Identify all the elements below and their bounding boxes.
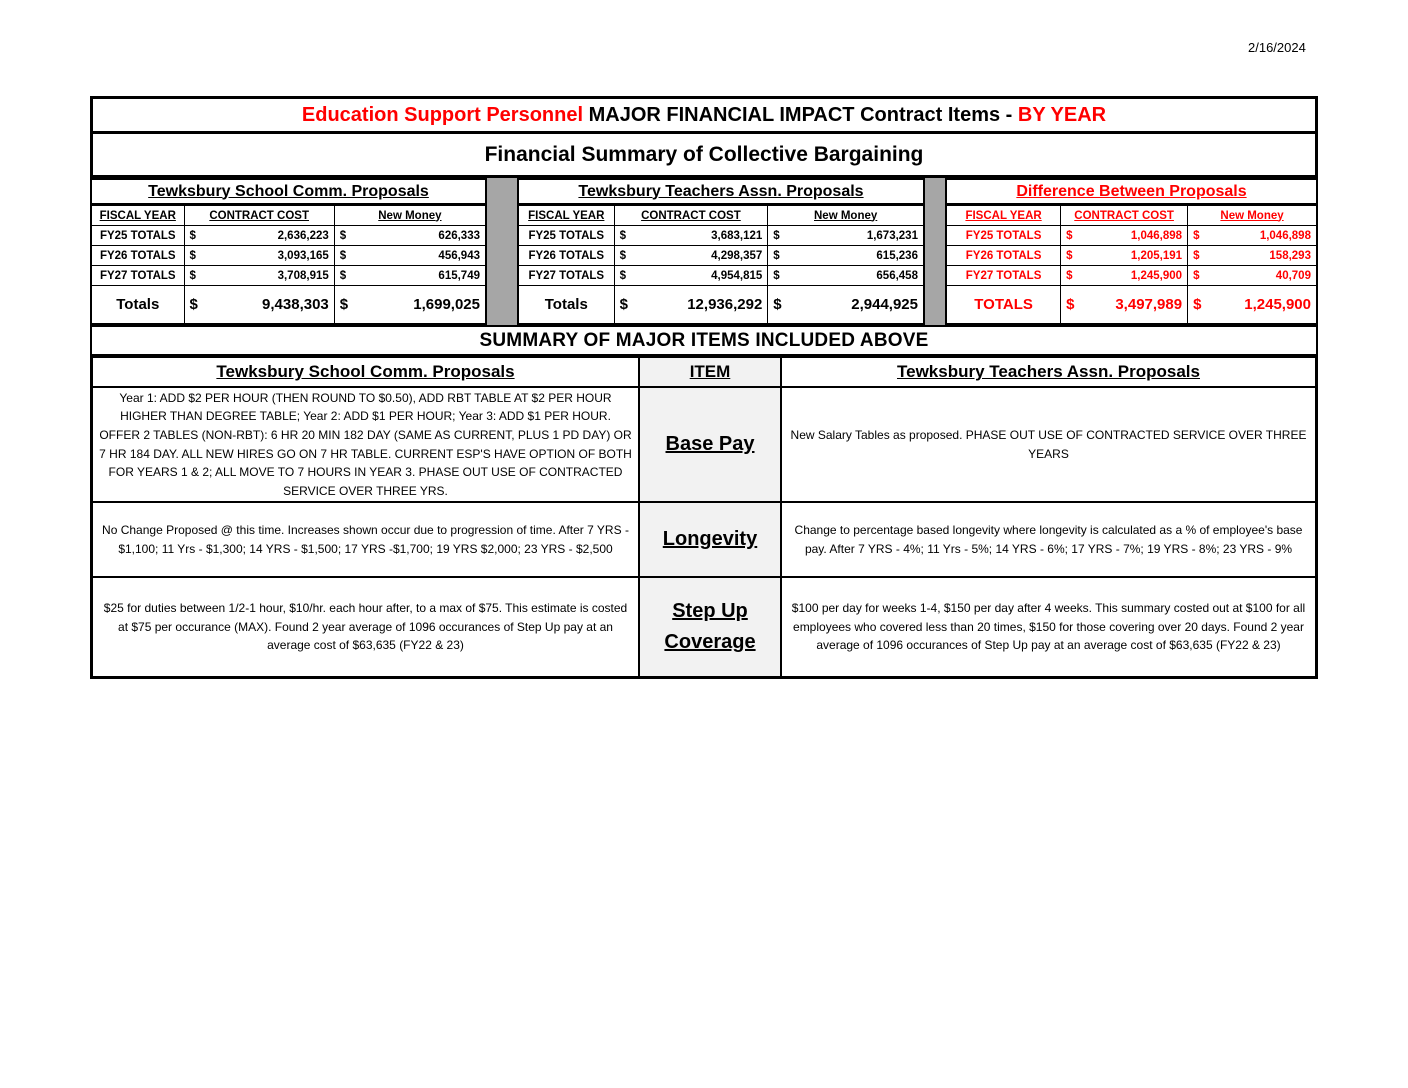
currency-sign: $ [619, 229, 626, 242]
totals-new-money: $ 1,245,900 [1188, 286, 1316, 323]
col-header-fiscal-year: FISCAL YEAR [92, 206, 184, 225]
step-up-teachers-assn-text: $100 per day for weeks 1-4, $150 per day after 4 weeks. This summary costed out at $100 for all employees who covered less than 20 times, $150 for those covering over 20 days. Found 2 year average of 1096 occurances of Step Up pay at an average cost of $63,635 (FY22 & 23) [782, 578, 1315, 676]
currency-sign: $ [339, 296, 349, 313]
gray-separator [487, 178, 517, 325]
contract-cost-cell: $ 1,205,191 [1061, 246, 1187, 265]
contract-cost-cell: $ 1,245,900 [1061, 266, 1187, 285]
new-money-cell: $ 656,458 [768, 266, 923, 285]
totals-label: TOTALS [947, 286, 1060, 323]
contract-cost-cell: $ 3,708,915 [185, 266, 334, 285]
row-label: FY27 TOTALS [947, 266, 1060, 285]
item-label-step-up-coverage: Step Up Coverage [640, 578, 780, 676]
document-subtitle: Financial Summary of Collective Bargaining [90, 134, 1318, 178]
document-title [90, 96, 1318, 134]
new-money-cell: $ 615,749 [335, 266, 485, 285]
items-header-item: ITEM [640, 358, 780, 386]
gray-separator [925, 178, 945, 325]
currency-sign: $ [1193, 269, 1200, 282]
totals-contract-cost: $ 12,936,292 [615, 286, 768, 323]
currency-sign: $ [773, 269, 780, 282]
longevity-teachers-assn-text: Change to percentage based longevity where longevity is calculated as a % of employee's base pay. After 7 YRS - 4%; 11 Yrs - 5%; 14 YRS - 6%; 17 YRS - 7%; 19 YRS - 8%; 23 YRS - 9% [782, 503, 1315, 576]
title-segment-black: MAJOR FINANCIAL IMPACT Contract Items - [588, 103, 1018, 126]
contract-cost-cell: $ 4,298,357 [615, 246, 768, 265]
new-money-cell: $ 1,673,231 [768, 226, 923, 245]
table-grid [517, 205, 925, 325]
row-label: FY26 TOTALS [519, 246, 614, 265]
contract-cost-cell: $ 4,954,815 [615, 266, 768, 285]
currency-sign: $ [189, 229, 196, 242]
table-grid [90, 205, 487, 325]
currency-sign: $ [189, 249, 196, 262]
title-segment-red: Education Support Personnel [301, 103, 589, 126]
col-header-new-money: New Money [335, 206, 485, 225]
totals-label: Totals [519, 286, 614, 323]
row-label: FY26 TOTALS [92, 246, 184, 265]
col-header-contract-cost: CONTRACT COST [1061, 206, 1187, 225]
table-teachers-assn-proposals [517, 178, 925, 325]
totals-label: Totals [92, 286, 184, 323]
new-money-cell: $ 615,236 [768, 246, 923, 265]
base-pay-school-comm-text: Year 1: ADD $2 PER HOUR (THEN ROUND TO $0.50), ADD RBT TABLE AT $2 PER HOUR HIGHER THAN DEGREE TABLE; Year 2: ADD $1 PER HOUR; Year 3: ADD $1 PER HOUR. OFFER 2 TABLES (NON-RBT): 6 HR 20 MIN 182 DAY (SAME AS CURRENT, PLUS 1 PD DAY) OR 7 HR 184 DAY. ALL NEW HIRES GO ON 7 HR TABLE. CURRENT ESP'S HAVE OPTION OF BOTH FOR YEARS 1 & 2; ALL MOVE TO 7 HOURS IN YEAR 3. PHASE OUT USE OF CONTRACTED SERVICE OVER THREE YRS. [93, 388, 638, 501]
col-header-new-money: New Money [1188, 206, 1316, 225]
table-title: Difference Between Proposals [945, 178, 1318, 205]
new-money-cell: $ 158,293 [1188, 246, 1316, 265]
col-header-new-money: New Money [768, 206, 923, 225]
row-label: FY25 TOTALS [947, 226, 1060, 245]
step-up-school-comm-text: $25 for duties between 1/2-1 hour, $10/hr. each hour after, to a max of $75. This estimate is costed at $75 per occurance (MAX). Found 2 year average of 1096 occurances of Step Up pay at an average cost of $63,635 (FY22 & 23) [93, 578, 638, 676]
currency-sign: $ [339, 269, 347, 282]
col-header-contract-cost: CONTRACT COST [185, 206, 334, 225]
currency-sign: $ [1193, 296, 1202, 313]
major-items-table [90, 356, 1318, 679]
table-school-comm-proposals [90, 178, 487, 325]
title-segment-red-by-year: BY YEAR [1017, 103, 1107, 126]
item-label-longevity: Longevity [640, 503, 780, 576]
col-header-fiscal-year: FISCAL YEAR [519, 206, 614, 225]
item-label-base-pay: Base Pay [640, 388, 780, 501]
proposal-tables-strip [90, 178, 1318, 325]
row-label: FY27 TOTALS [92, 266, 184, 285]
contract-cost-cell: $ 2,636,223 [185, 226, 334, 245]
row-label: FY25 TOTALS [92, 226, 184, 245]
totals-new-money: $ 2,944,925 [768, 286, 923, 323]
col-header-fiscal-year: FISCAL YEAR [947, 206, 1060, 225]
table-grid [945, 205, 1318, 325]
currency-sign: $ [619, 249, 626, 262]
currency-sign: $ [189, 296, 198, 313]
row-label: FY25 TOTALS [519, 226, 614, 245]
items-header-school-comm: Tewksbury School Comm. Proposals [93, 358, 638, 386]
currency-sign: $ [619, 269, 626, 282]
row-label: FY26 TOTALS [947, 246, 1060, 265]
new-money-cell: $ 40,709 [1188, 266, 1316, 285]
currency-sign: $ [773, 229, 780, 242]
table-title: Tewksbury Teachers Assn. Proposals [517, 178, 925, 205]
section-heading: SUMMARY OF MAJOR ITEMS INCLUDED ABOVE [90, 325, 1318, 356]
col-header-contract-cost: CONTRACT COST [615, 206, 768, 225]
row-label: FY27 TOTALS [519, 266, 614, 285]
totals-contract-cost: $ 3,497,989 [1061, 286, 1187, 323]
contract-cost-cell: $ 3,683,121 [615, 226, 768, 245]
currency-sign: $ [1066, 229, 1073, 242]
base-pay-teachers-assn-text: New Salary Tables as proposed. PHASE OUT USE OF CONTRACTED SERVICE OVER THREE YEARS [782, 388, 1315, 501]
new-money-cell: $ 626,333 [335, 226, 485, 245]
currency-sign: $ [773, 296, 782, 313]
currency-sign: $ [1066, 296, 1075, 313]
currency-sign: $ [1066, 269, 1073, 282]
new-money-cell: $ 1,046,898 [1188, 226, 1316, 245]
currency-sign: $ [1066, 249, 1073, 262]
currency-sign: $ [1193, 229, 1200, 242]
currency-sign: $ [189, 269, 196, 282]
currency-sign: $ [339, 249, 347, 262]
currency-sign: $ [1193, 249, 1200, 262]
totals-new-money: $ 1,699,025 [335, 286, 485, 323]
currency-sign: $ [619, 296, 628, 313]
contract-cost-cell: $ 3,093,165 [185, 246, 334, 265]
currency-sign: $ [773, 249, 780, 262]
currency-sign: $ [339, 229, 347, 242]
document-body [90, 96, 1318, 679]
table-title: Tewksbury School Comm. Proposals [90, 178, 487, 205]
table-difference-between-proposals [945, 178, 1318, 325]
contract-cost-cell: $ 1,046,898 [1061, 226, 1187, 245]
items-header-teachers-assn: Tewksbury Teachers Assn. Proposals [782, 358, 1315, 386]
print-date: 2/16/2024 [1248, 40, 1306, 55]
longevity-school-comm-text: No Change Proposed @ this time. Increases shown occur due to progression of time. After 7 YRS - $1,100; 11 Yrs - $1,300; 14 YRS - $1,500; 17 YRS -$1,700; 19 YRS $2,000; 23 YRS - $2,500 [93, 503, 638, 576]
new-money-cell: $ 456,943 [335, 246, 485, 265]
totals-contract-cost: $ 9,438,303 [185, 286, 334, 323]
